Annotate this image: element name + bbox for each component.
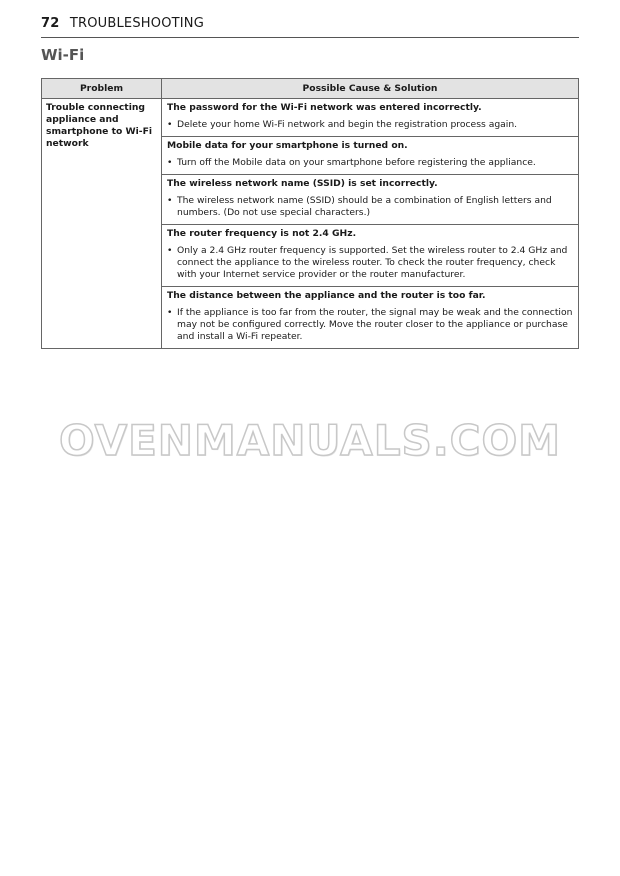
bullet-icon: • [167,119,173,130]
cause-solution-cell [162,99,579,349]
solution-text: If the appliance is too far from the router, the signal may be weak and the connection may not be configured correctly. Move the router closer to the appliance or purchase and install a Wi-Fi repeater. [177,307,573,342]
table-header-row [42,79,579,99]
bullet-icon: • [167,157,173,168]
table-row [42,99,579,349]
bullet-icon: • [167,195,173,206]
cause-block [162,99,578,136]
cause-title: The wireless network name (SSID) is set incorrectly. [167,178,438,189]
bullet-icon: • [167,307,173,318]
solution-item [167,307,573,343]
cause-block [162,174,578,224]
problem-cell [42,99,162,349]
cause-title: Mobile data for your smartphone is turned on. [167,140,408,151]
bullet-icon: • [167,245,173,256]
solution-text: The wireless network name (SSID) should be a combination of English letters and numbers. (Do not use special characters.) [177,195,552,218]
watermark: OVENMANUALS.COM [59,416,561,465]
cause-block [162,286,578,348]
cause-block [162,136,578,174]
solution-text: Delete your home Wi-Fi network and begin the registration process again. [177,119,518,130]
section-title: Wi-Fi [41,46,85,64]
solution-text: Only a 2.4 GHz router frequency is supported. Set the wireless router to 2.4 GHz and connect the appliance to the wireless router. To check the router frequency, check with your Internet service provider or the router manufacturer. [177,245,568,280]
solution-item [167,245,573,281]
solution-item [167,157,573,169]
solution-item [167,119,573,131]
troubleshooting-table [41,78,579,349]
column-header-cause-solution: Possible Cause & Solution [162,79,579,99]
problem-text: Trouble connecting appliance and smartphone to Wi-Fi network [46,102,152,149]
column-header-problem: Problem [42,79,162,99]
page-header [41,16,579,38]
page-number: 72 [41,16,60,31]
solution-item [167,195,573,219]
solution-text: Turn off the Mobile data on your smartphone before registering the appliance. [177,157,536,168]
cause-title: The distance between the appliance and the router is too far. [167,290,486,301]
section-name: TROUBLESHOOTING [69,16,205,31]
cause-block [162,224,578,286]
cause-title: The router frequency is not 2.4 GHz. [167,228,357,239]
cause-title: The password for the Wi-Fi network was entered incorrectly. [167,102,482,113]
